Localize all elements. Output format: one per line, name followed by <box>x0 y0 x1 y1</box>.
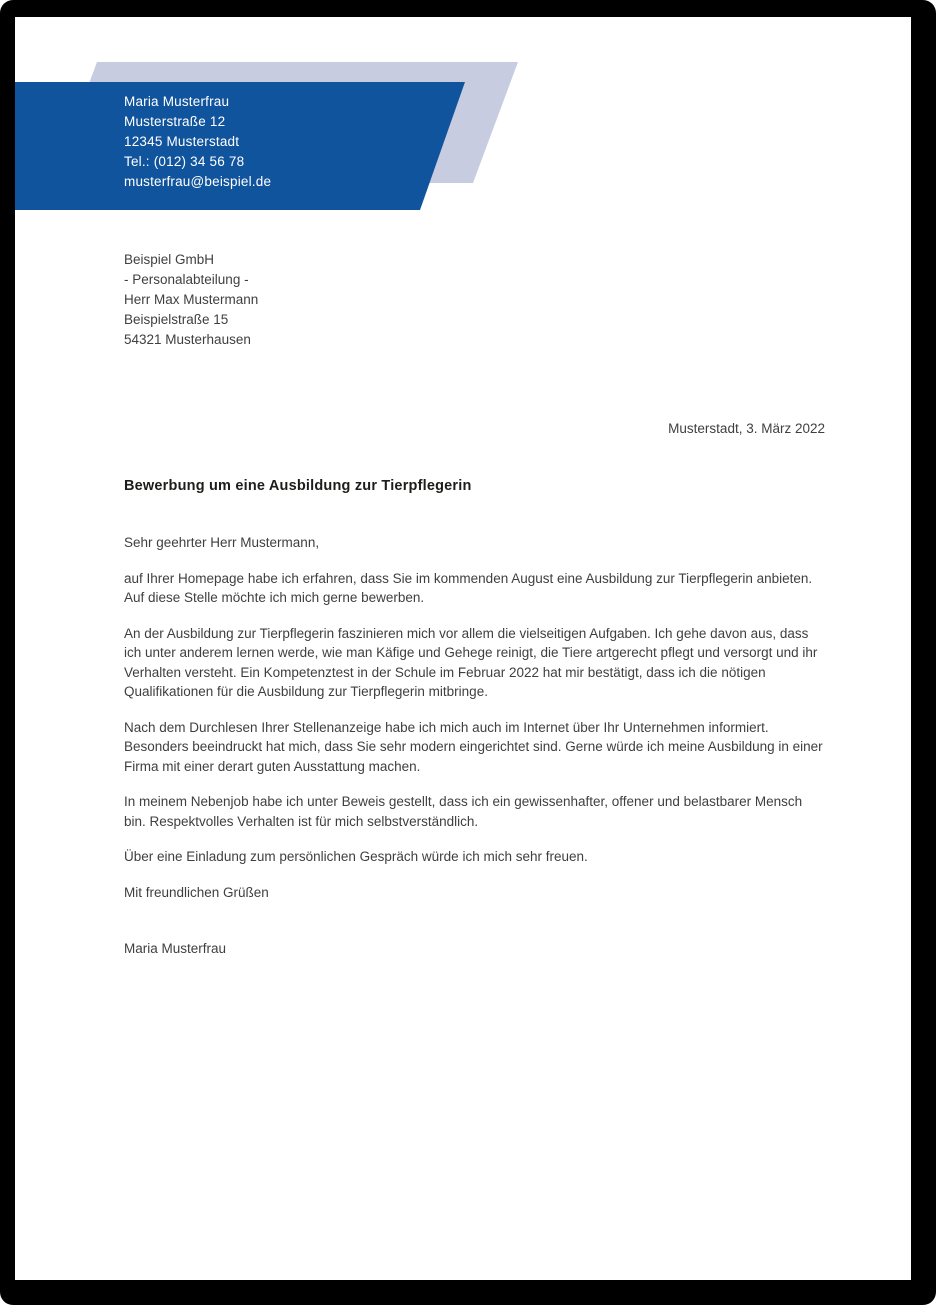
recipient-department: - Personalabteilung - <box>124 272 249 287</box>
sender-phone: Tel.: (012) 34 56 78 <box>124 154 245 169</box>
letter-page <box>15 17 911 1280</box>
body-paragraph-4: In meinem Nebenjob habe ich unter Beweis gestellt, dass ich ein gewissenhafter, offener und belastbarer Mensch bin. Respektvolles Verhalten ist für mich selbstverständlich. <box>124 794 803 829</box>
body-paragraph-1: auf Ihrer Homepage habe ich erfahren, dass Sie im kommenden August eine Ausbildung zur Tierpflegerin anbieten. Auf diese Stelle möchte ich mich gerne bewerben. <box>124 570 813 605</box>
recipient-name: Herr Max Mustermann <box>124 292 259 307</box>
signature-name: Maria Musterfrau <box>124 941 227 956</box>
sender-address-block <box>124 92 271 192</box>
body-paragraph-2: An der Ausbildung zur Tierpflegerin faszinieren mich vor allem die vielseitigen Aufgaben. Ich gehe davon aus, dass ich unter anderem lernen werde, wie man Käfige und Gehege reinigt, die Tiere artgerecht pflegt und versorgt und ihr Verhalten versteht. Ein Kompetenztest in der Schule im Februar 2022 hat mir bestätigt, dass ich die nötigen Qualifikationen für die Ausbildung zur Tierpflegerin mitbringe. <box>124 625 818 699</box>
recipient-company: Beispiel GmbH <box>124 252 215 267</box>
recipient-street: Beispielstraße 15 <box>124 312 229 327</box>
body-paragraph-3: Nach dem Durchlesen Ihrer Stellenanzeige habe ich mich auch im Internet über Ihr Unternehmen informiert. Besonders beeindruckt hat mich, dass Sie sehr modern eingerichtet sind. Gerne würde ich meine Ausbildung in einer Firma mit einer derart guten Ausstattung machen. <box>124 719 823 774</box>
recipient-city: 54321 Musterhausen <box>124 332 251 347</box>
date-line: Musterstadt, 3. März 2022 <box>668 421 825 436</box>
sender-city: 12345 Musterstadt <box>124 134 240 149</box>
subject-line: Bewerbung um eine Ausbildung zur Tierpflegerin <box>124 478 472 494</box>
sender-name: Maria Musterfrau <box>124 94 230 109</box>
sender-email: musterfrau@beispiel.de <box>124 174 272 189</box>
sender-street: Musterstraße 12 <box>124 114 226 129</box>
closing-line: Mit freundlichen Grüßen <box>124 884 269 900</box>
salutation: Sehr geehrter Herr Mustermann, <box>124 535 320 550</box>
body-paragraph-5: Über eine Einladung zum persönlichen Gespräch würde ich mich sehr freuen. <box>124 849 588 864</box>
letter-body <box>124 533 825 959</box>
recipient-address-block <box>124 250 258 350</box>
